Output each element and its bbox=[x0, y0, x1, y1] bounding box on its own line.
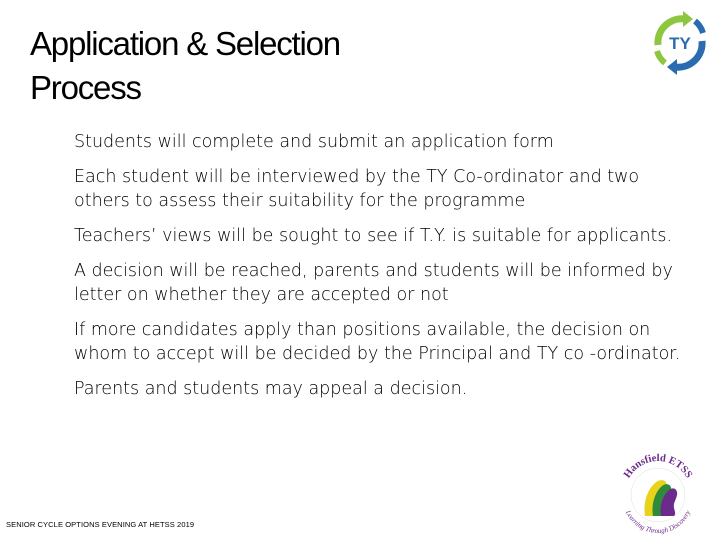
svg-text:Hansfield ETSS: Hansfield ETSS bbox=[622, 452, 695, 481]
ty-logo-green-arrowhead bbox=[683, 11, 693, 27]
ty-logo-text: TY bbox=[669, 34, 691, 53]
ty-logo-blue-arc-upper bbox=[695, 21, 703, 33]
bullet-item: Teachers’ views will be sought to see if T.Y. is suitable for applicants. bbox=[74, 226, 673, 246]
bullet-item: Students will complete and submit an application form bbox=[74, 132, 554, 152]
bullet-item: If more candidates apply than positions available, the decision on whom to accept will be decided by the Principal and TY co -ordinator. bbox=[74, 320, 681, 364]
bullet-list bbox=[74, 130, 694, 412]
school-logo bbox=[615, 448, 701, 538]
slide-title-line2: Process bbox=[30, 69, 141, 106]
ty-logo bbox=[645, 5, 715, 81]
bullet-item: Parents and students may appeal a decision. bbox=[74, 379, 468, 399]
svg-text:Learning Through Discovery: Learning Through Discovery bbox=[623, 509, 693, 536]
slide-footer: SENIOR CYCLE OPTIONS EVENING AT HETSS 2019 bbox=[6, 520, 195, 529]
ty-logo-blue-arrowhead bbox=[667, 59, 677, 75]
slide-title bbox=[30, 22, 340, 110]
slide-title-line1: Application & Selection bbox=[30, 25, 340, 62]
ty-logo-green-arc-lower bbox=[657, 51, 665, 63]
bullet-item: Each student will be interviewed by the TY Co-ordinator and two others to assess their suitability for the programme bbox=[74, 167, 640, 211]
bullet-item: A decision will be reached, parents and students will be informed by letter on whether they are accepted or not bbox=[74, 261, 673, 305]
